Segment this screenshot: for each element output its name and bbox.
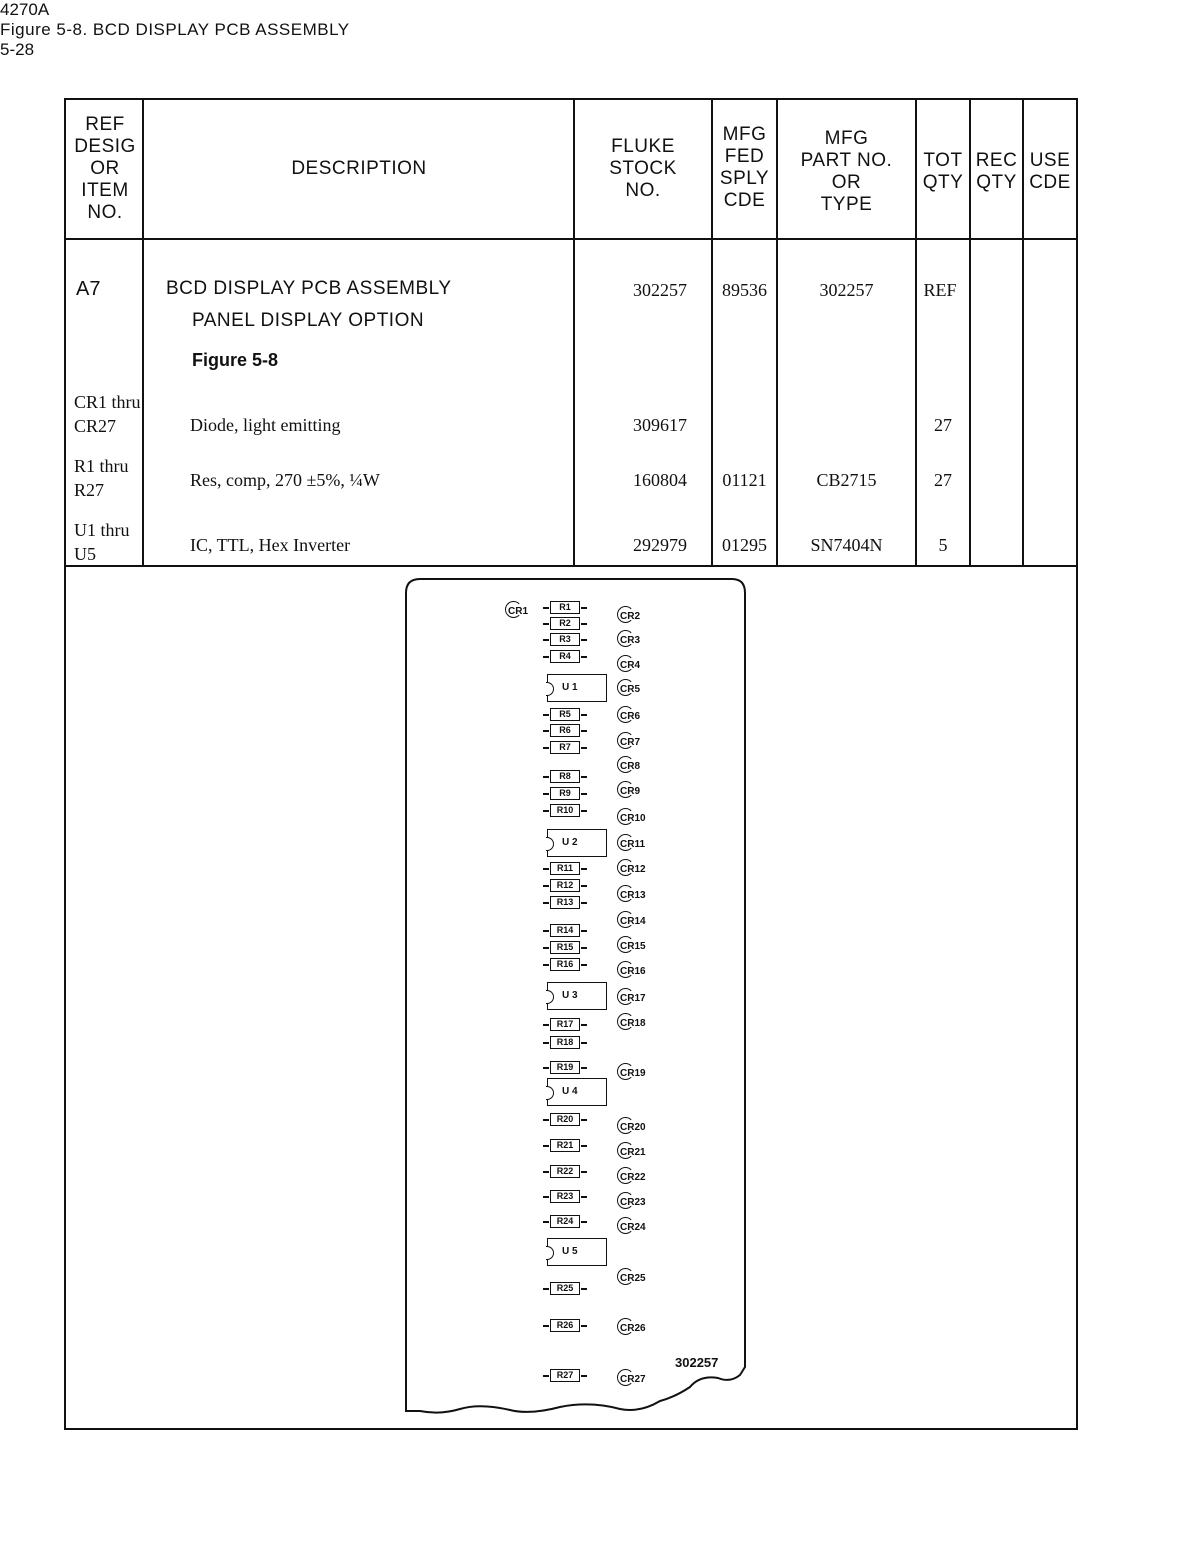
resistor-r4: R4 bbox=[550, 650, 580, 663]
header-description: DESCRIPTION bbox=[291, 158, 427, 179]
diode-label: CR2 bbox=[620, 611, 641, 622]
diode-cr5 bbox=[620, 684, 640, 695]
diode-label: CR11 bbox=[620, 839, 646, 850]
diode-label: CR24 bbox=[620, 1222, 646, 1233]
assembly-qty: REF bbox=[923, 280, 957, 300]
assembly-ref: A7 bbox=[76, 278, 101, 300]
row-stock: 292979 bbox=[633, 535, 687, 555]
diode-label: CR23 bbox=[620, 1197, 646, 1208]
diode-cr2 bbox=[620, 611, 640, 622]
resistor-r10: R10 bbox=[550, 804, 580, 817]
diode-cr21 bbox=[620, 1147, 646, 1158]
resistor-r3: R3 bbox=[550, 633, 580, 646]
diode-cr15 bbox=[620, 941, 646, 952]
diode-label: CR3 bbox=[620, 635, 641, 646]
diode-cr7 bbox=[620, 737, 640, 748]
row-ref: U1 thru U5 bbox=[74, 520, 130, 564]
diode-cr8 bbox=[620, 761, 640, 772]
ic-u5: U 5 bbox=[547, 1238, 607, 1266]
diode-label: CR15 bbox=[620, 941, 646, 952]
diode-cr3 bbox=[620, 635, 640, 646]
resistor-r13: R13 bbox=[550, 896, 580, 909]
row-qty: 5 bbox=[938, 535, 948, 555]
header-use-cde: USE CDE bbox=[1029, 150, 1071, 193]
diode-cr23 bbox=[620, 1197, 646, 1208]
diode-cr1 bbox=[508, 606, 528, 617]
diode-cr14 bbox=[620, 916, 646, 927]
diode-label: CR17 bbox=[620, 993, 646, 1004]
resistor-r24: R24 bbox=[550, 1215, 580, 1228]
diode-cr27 bbox=[620, 1374, 646, 1385]
diode-label: CR1 bbox=[508, 606, 529, 617]
header-rec-qty: REC QTY bbox=[975, 150, 1018, 193]
resistor-r19: R19 bbox=[550, 1061, 580, 1074]
resistor-r25: R25 bbox=[550, 1282, 580, 1295]
assembly-stock: 302257 bbox=[633, 280, 687, 300]
diode-label: CR26 bbox=[620, 1323, 646, 1334]
assembly-fed: 89536 bbox=[722, 280, 767, 300]
diode-label: CR9 bbox=[620, 786, 641, 797]
ic-u3: U 3 bbox=[547, 982, 607, 1010]
row-qty: 27 bbox=[934, 470, 952, 490]
diode-label: CR21 bbox=[620, 1147, 646, 1158]
resistor-r18: R18 bbox=[550, 1036, 580, 1049]
diode-cr18 bbox=[620, 1018, 646, 1029]
diode-cr17 bbox=[620, 993, 646, 1004]
row-ref: CR1 thru CR27 bbox=[74, 392, 141, 436]
diode-cr12 bbox=[620, 864, 646, 875]
header-divider bbox=[64, 238, 1078, 240]
row-desc: IC, TTL, Hex Inverter bbox=[190, 535, 351, 555]
resistor-r27: R27 bbox=[550, 1369, 580, 1382]
resistor-r16: R16 bbox=[550, 958, 580, 971]
diode-cr19 bbox=[620, 1068, 646, 1079]
row-desc: Res, comp, 270 ±5%, ¼W bbox=[190, 470, 380, 490]
diode-label: CR22 bbox=[620, 1172, 646, 1183]
diode-cr20 bbox=[620, 1122, 646, 1133]
diode-label: CR6 bbox=[620, 711, 641, 722]
row-fed: 01121 bbox=[722, 470, 767, 490]
resistor-r22: R22 bbox=[550, 1165, 580, 1178]
resistor-r14: R14 bbox=[550, 924, 580, 937]
diode-label: CR14 bbox=[620, 916, 646, 927]
resistor-r11: R11 bbox=[550, 862, 580, 875]
diode-label: CR7 bbox=[620, 737, 641, 748]
resistor-r2: R2 bbox=[550, 617, 580, 630]
diode-cr13 bbox=[620, 890, 646, 901]
resistor-r12: R12 bbox=[550, 879, 580, 892]
assembly-figure-ref: Figure 5-8 bbox=[192, 350, 279, 370]
header-ref-desig: REF DESIG OR ITEM NO. bbox=[74, 114, 136, 223]
ic-u2: U 2 bbox=[547, 829, 607, 857]
ic-u4: U 4 bbox=[547, 1078, 607, 1106]
diode-label: CR4 bbox=[620, 660, 641, 671]
ic-u1: U 1 bbox=[547, 674, 607, 702]
resistor-r6: R6 bbox=[550, 724, 580, 737]
resistor-r15: R15 bbox=[550, 941, 580, 954]
row-stock: 160804 bbox=[633, 470, 687, 490]
diode-label: CR10 bbox=[620, 813, 646, 824]
resistor-r8: R8 bbox=[550, 770, 580, 783]
diode-label: CR13 bbox=[620, 890, 646, 901]
resistor-r26: R26 bbox=[550, 1319, 580, 1332]
diode-label: CR27 bbox=[620, 1374, 646, 1385]
diode-cr25 bbox=[620, 1273, 646, 1284]
assembly-title: BCD DISPLAY PCB ASSEMBLY bbox=[166, 278, 452, 299]
diode-label: CR20 bbox=[620, 1122, 646, 1133]
diode-label: CR19 bbox=[620, 1068, 646, 1079]
header-mfg-fed-sply: MFG FED SPLY CDE bbox=[719, 124, 770, 211]
diode-cr4 bbox=[620, 660, 640, 671]
header-mfg-part: MFG PART NO. OR TYPE bbox=[800, 128, 893, 215]
figure-caption: Figure 5-8. BCD DISPLAY PCB ASSEMBLY bbox=[0, 20, 350, 39]
diode-cr26 bbox=[620, 1323, 646, 1334]
diode-label: CR16 bbox=[620, 966, 646, 977]
resistor-r23: R23 bbox=[550, 1190, 580, 1203]
diode-label: CR18 bbox=[620, 1018, 646, 1029]
resistor-r21: R21 bbox=[550, 1139, 580, 1152]
row-desc: Diode, light emitting bbox=[190, 415, 341, 435]
assembly-part: 302257 bbox=[819, 280, 874, 300]
diode-cr9 bbox=[620, 786, 640, 797]
pcb-assembly-drawing bbox=[400, 575, 748, 1420]
resistor-r5: R5 bbox=[550, 708, 580, 721]
diode-cr11 bbox=[620, 839, 645, 850]
diode-label: CR25 bbox=[620, 1273, 646, 1284]
resistor-r7: R7 bbox=[550, 741, 580, 754]
row-qty: 27 bbox=[934, 415, 952, 435]
table-figure-divider bbox=[64, 565, 1078, 567]
header-tot-qty: TOT QTY bbox=[922, 150, 964, 193]
row-ref: R1 thru R27 bbox=[74, 456, 129, 500]
diode-cr22 bbox=[620, 1172, 646, 1183]
row-stock: 309617 bbox=[633, 415, 687, 435]
row-part: SN7404N bbox=[810, 535, 883, 555]
assembly-subtitle: PANEL DISPLAY OPTION bbox=[192, 310, 425, 331]
diode-cr6 bbox=[620, 711, 640, 722]
resistor-r9: R9 bbox=[550, 787, 580, 800]
diode-cr24 bbox=[620, 1222, 646, 1233]
resistor-r17: R17 bbox=[550, 1018, 580, 1031]
diode-label: CR8 bbox=[620, 761, 641, 772]
row-fed: 01295 bbox=[722, 535, 767, 555]
resistor-r1: R1 bbox=[550, 601, 580, 614]
board-part-number: 302257 bbox=[675, 1355, 719, 1370]
diode-cr16 bbox=[620, 966, 646, 977]
row-part: CB2715 bbox=[816, 470, 877, 490]
model-number: 4270A bbox=[0, 0, 50, 19]
page-number: 5-28 bbox=[0, 40, 35, 59]
header-fluke-stock: FLUKE STOCK NO. bbox=[609, 136, 677, 201]
diode-label: CR12 bbox=[620, 864, 646, 875]
resistor-r20: R20 bbox=[550, 1113, 580, 1126]
diode-label: CR5 bbox=[620, 684, 641, 695]
diode-cr10 bbox=[620, 813, 646, 824]
